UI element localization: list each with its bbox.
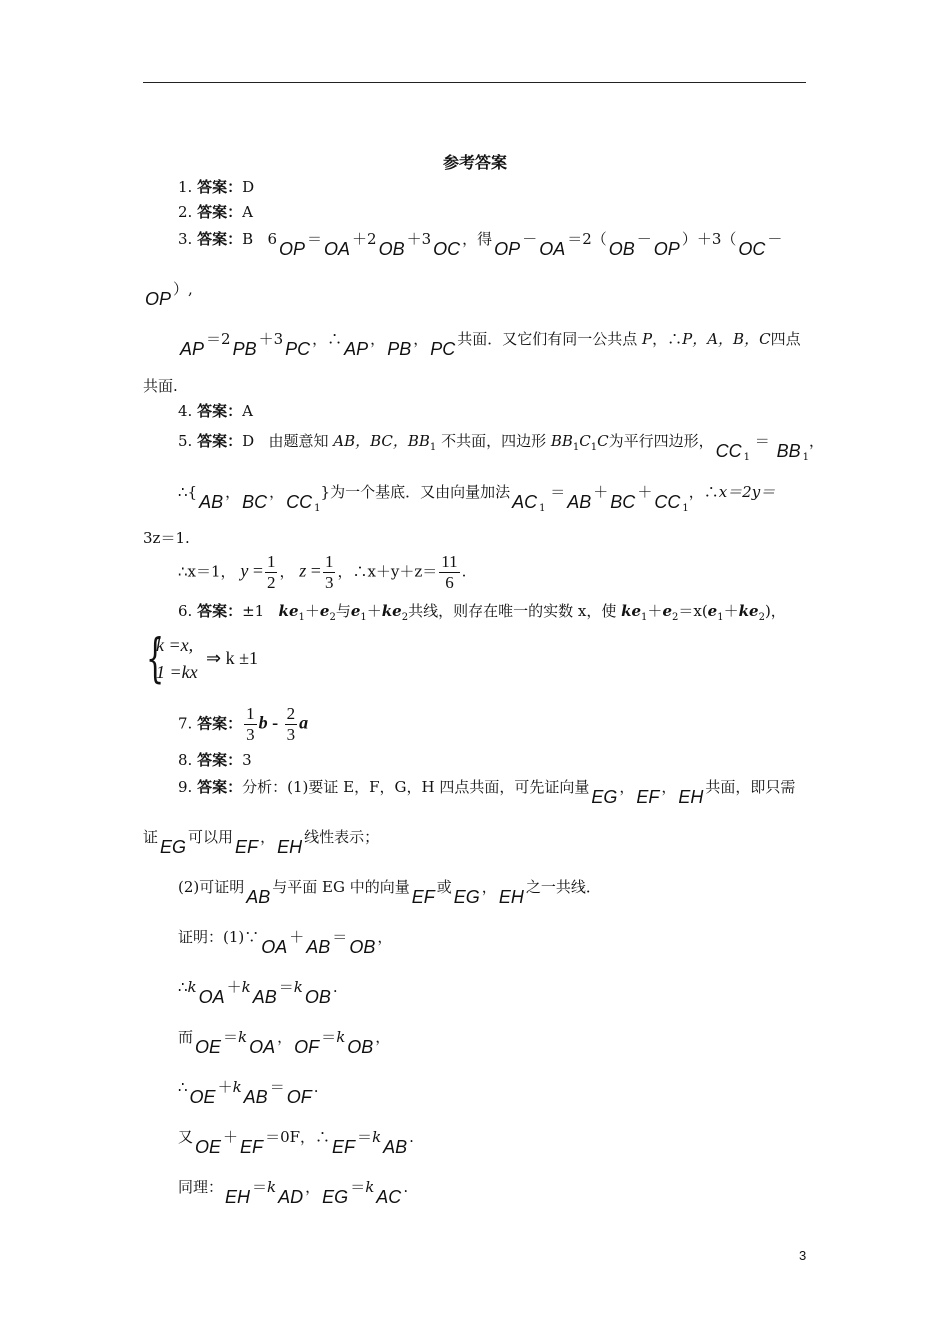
- proof-line4: ∴ OE ＋k AB ＝ OF .: [178, 1078, 319, 1107]
- answer-7: 7. 答案： $\frac{1}{3}$ b - $\frac{2}{3}$ a: [178, 704, 309, 744]
- fraction-two-thirds: $\frac{2}{3}$: [286, 704, 296, 744]
- answer-5: 5. 答案：D 由题意知 AB，BC，$BB_1$ 不共面，四边形 $BB_1C_1C$为平行四边形， CC $_1$ ＝ BB $_1$，: [178, 432, 824, 463]
- answer-1: 1. 答案：D: [178, 178, 255, 196]
- answer-6: 6. 答案：±1 $ke_1+e_2$与$e_1+ke_2$共线，则存在唯一的实数 x，使 $ke_1+e_2=x(e_1+ke_2)$，: [178, 602, 786, 623]
- answer-5-line3: 3z＝1.: [143, 529, 190, 547]
- answer-4: 4. 答案：A: [178, 402, 253, 420]
- proof-line2: ∴k OA ＋k AB ＝k OB .: [178, 978, 338, 1007]
- answer-8: 8. 答案：3: [178, 751, 252, 769]
- answer-3: 3. 答案：B 6 OP ＝ OA ＋2 OB ＋3 OC ，得 OP － OA ＝2（ OB － OP ）＋3（ OC －: [178, 230, 783, 259]
- answer-5-line4: ∴x＝1， y = $\frac{1}{2}$ ， z = $\frac{1}{3}$ ，∴x＋y＋z＝ $\frac{11}{6}$ .: [178, 552, 467, 592]
- answer-3-line3: AP ＝2 PB ＋3 PC ，∴ AP ， PB ， PC 共面．又它们有同一公共点 P，∴P，A，B，C四点: [180, 330, 801, 359]
- proof-line5: 又 OE ＋ EF ＝0F，∴ EF ＝k AB .: [178, 1128, 414, 1157]
- system-implies: ⇒ k ±1: [206, 648, 258, 668]
- system-eq-1: k =x,: [156, 635, 194, 655]
- answer-5-line2: ∴{ AB ， BC ， CC $_1$}为一个基底．又由向量加法 AC $_1$ ＝ AB ＋ BC ＋ CC $_1$，∴x＝2y＝: [178, 483, 776, 514]
- answer-9-line3: (2)可证明 AB 与平面 EG 中的向量 EF 或 EG ， EH 之一共线．: [178, 878, 601, 907]
- answer-9-line2: 证 EG 可以用 EF ， EH 线性表示；: [143, 828, 380, 857]
- fraction-third: $\frac{1}{3}$: [324, 552, 334, 592]
- answer-2: 2. 答案：A: [178, 203, 253, 221]
- system-eq-2: 1 =kx: [156, 662, 198, 682]
- answer-3-line4: 共面.: [143, 377, 178, 395]
- proof-line3: 而 OE ＝k OA ， OF ＝k OB ，: [178, 1028, 391, 1057]
- fraction-half: $\frac{1}{2}$: [266, 552, 276, 592]
- answer-3-line2: OP ）,: [145, 280, 193, 309]
- fraction-eleven-sixths: $\frac{11}{6}$: [441, 552, 458, 592]
- proof-line6: 同理： EH ＝k AD ， EG ＝k AC .: [178, 1178, 409, 1207]
- page-number: 3: [799, 1248, 807, 1263]
- section-title: 参考答案: [442, 153, 507, 172]
- system-brace: {: [146, 629, 165, 689]
- proof-line1: 证明：(1)∵ OA ＋ AB ＝ OB ，: [178, 928, 393, 957]
- fraction-one-third: $\frac{1}{3}$: [246, 704, 255, 744]
- answer-9: 9. 答案：分析：(1)要证 E，F，G，H 四点共面，可先证向量 EG ， EF ， EH 共面，即只需: [178, 778, 796, 807]
- header-rule: [143, 82, 806, 83]
